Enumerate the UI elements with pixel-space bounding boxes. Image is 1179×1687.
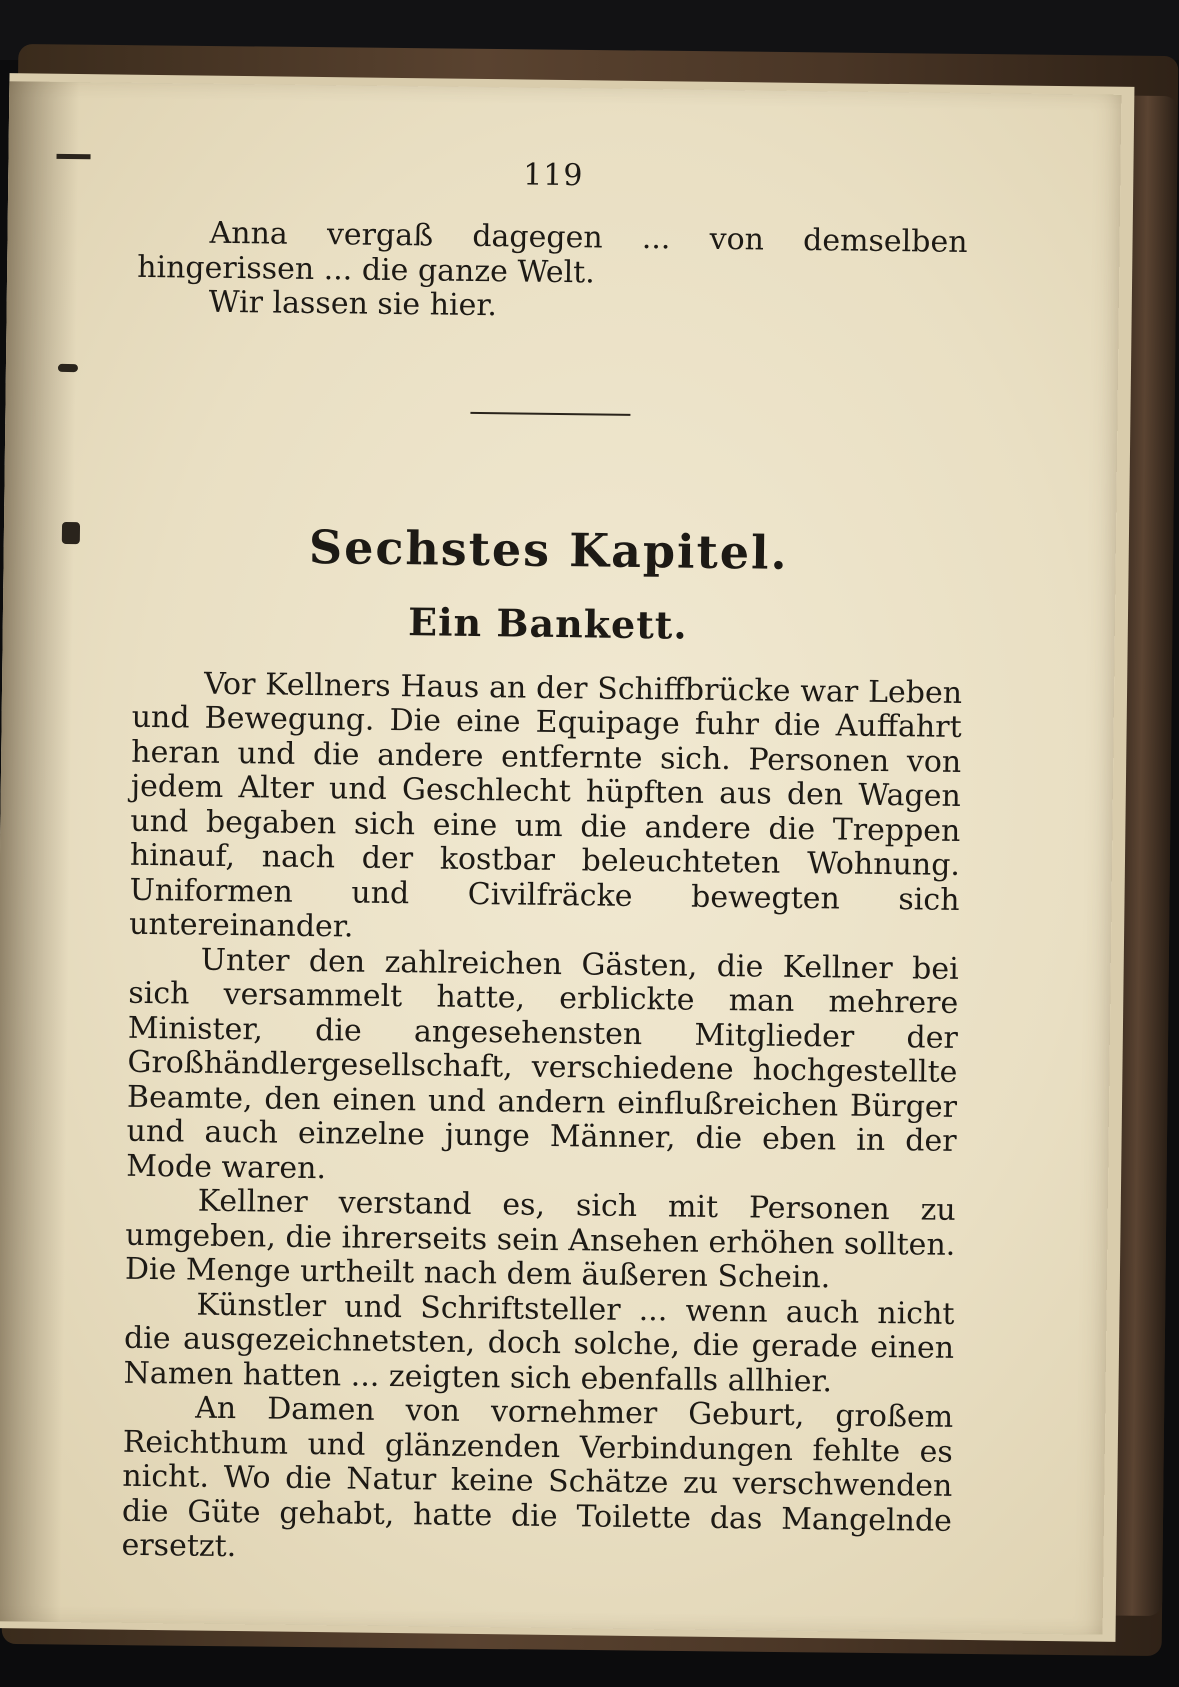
paragraph: Künstler und Schriftsteller ... wenn auch nicht die ausgezeichnetsten, doch solche, die gerade einen Namen hatten ... zeigten sich ebenfalls allhier. <box>123 1287 955 1399</box>
page-number: 119 <box>522 157 584 194</box>
paragraph: Anna vergaß dagegen ... von demselben hingerissen ... die ganze Welt. <box>136 215 968 290</box>
binding-thread-mark <box>58 364 78 372</box>
page-text-block <box>121 153 968 1574</box>
chapter-title: Sechstes Kapitel. <box>308 519 789 580</box>
section-divider <box>470 411 630 415</box>
binding-thread-mark <box>57 154 91 159</box>
book-page <box>0 81 1121 1634</box>
binding-thread-mark <box>62 522 80 544</box>
paragraph: Wir lassen sie hier. <box>208 284 498 324</box>
paragraph: Kellner verstand es, sich mit Personen zu umgeben, die ihrerseits sein Ansehen erhöhen sollten. Die Menge urtheilt nach dem äußeren Schein. <box>124 1183 956 1296</box>
paragraph: Vor Kellners Haus an der Schiffbrücke war Leben und Bewegung. Die eine Equipage fuhr die Auffahrt heran und die andere entfernte sich. Personen von jedem Alter und Geschlecht hüpften aus den Wagen und begaben sich eine um die andere die Treppen hinauf, nach der kostbar beleuchteten Wohnung. Uniformen und Civilfräcke bewegten sich untereinander. <box>128 666 963 945</box>
paragraph: An Damen von vornehmer Geburt, großem Reichthum und glänzenden Verbindungen fehlte es nicht. Wo die Natur keine Schätze zu verschwenden die Güte gehabt, hatte die Toilette das Mangelnde ersetzt. <box>121 1390 954 1565</box>
paragraph: Unter den zahlreichen Gästen, die Kellner bei sich versammelt hatte, erblickte man mehrere Minister, die angesehensten Mitglieder der Großhändlergesellschaft, verschiedene hochgestellte Beamte, den einen und andern einflußreichen Bürger und auch einzelne junge Männer, die eben in der Mode waren. <box>125 942 959 1186</box>
chapter-subtitle: Ein Bankett. <box>407 598 688 648</box>
gutter-shadow <box>0 81 79 1622</box>
